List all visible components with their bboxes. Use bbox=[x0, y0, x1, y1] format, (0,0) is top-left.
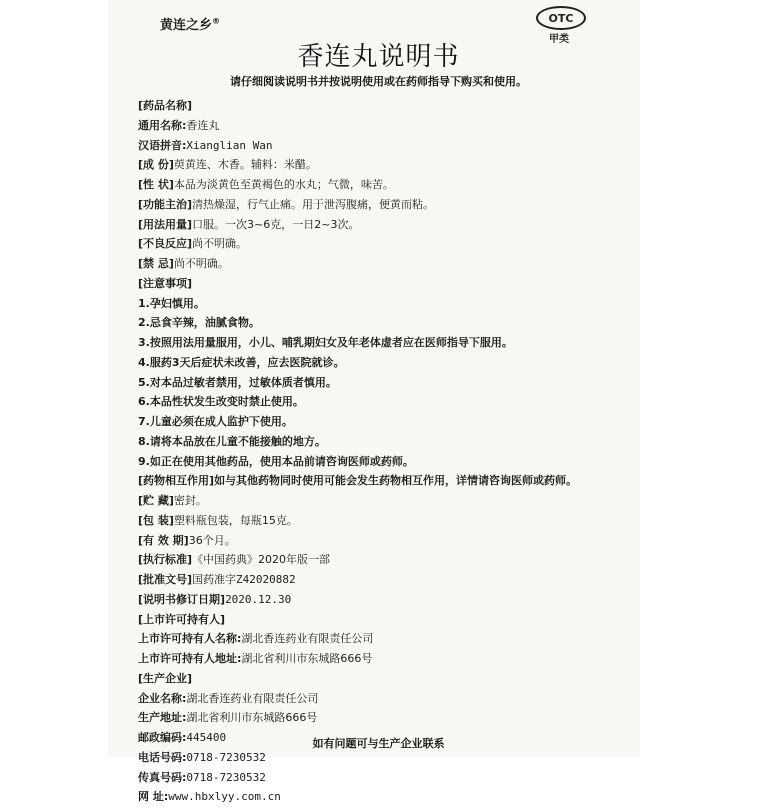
line-value: 湖北香连药业有限责任公司 bbox=[241, 632, 374, 646]
line-value: 如与其他药物同时使用可能会发生药物相互作用，详情请咨询医师或药师。 bbox=[214, 474, 578, 488]
line-value: 《中国药典》2020年版一部 bbox=[192, 553, 331, 567]
line-label: [药物相互作用] bbox=[138, 474, 215, 488]
line-value: 9.如正在使用其他药品，使用本品前请咨询医师或药师。 bbox=[138, 454, 414, 468]
line-label: [上市许可持有人] bbox=[138, 612, 226, 626]
line-label: [说明书修订日期] bbox=[138, 592, 226, 606]
leaflet-line bbox=[138, 195, 618, 215]
line-label: [执行标准] bbox=[138, 553, 193, 567]
leaflet-line bbox=[138, 432, 618, 452]
leaflet-line bbox=[138, 412, 618, 432]
leaflet-line bbox=[138, 491, 618, 511]
line-value: 湖北香连药业有限责任公司 bbox=[186, 691, 319, 705]
leaflet-line bbox=[138, 708, 618, 728]
leaflet-line bbox=[138, 452, 618, 472]
line-value: 0718-7230532 bbox=[186, 750, 266, 764]
line-value: 本品为淡黄色至黄褐色的水丸；气微，味苦。 bbox=[173, 178, 394, 191]
otc-class-label: 甲类 bbox=[549, 34, 569, 45]
leaflet-line bbox=[138, 313, 618, 333]
line-label: [贮 藏] bbox=[138, 494, 174, 507]
line-label: 通用名称: bbox=[138, 118, 187, 132]
leaflet-line bbox=[138, 669, 618, 689]
leaflet-line bbox=[138, 215, 618, 235]
leaflet-line bbox=[138, 649, 618, 669]
line-value: 1.孕妇慎用。 bbox=[138, 296, 205, 310]
line-value: 清热燥湿，行气止痛。用于泄泻腹痛，便黄而粘。 bbox=[192, 197, 435, 211]
line-label: [有 效 期] bbox=[138, 533, 189, 547]
leaflet-line bbox=[138, 175, 618, 195]
line-value: 塑料瓶包装，每瓶15克。 bbox=[173, 513, 298, 527]
leaflet-line bbox=[138, 254, 618, 274]
line-label: 邮政编码: bbox=[138, 731, 187, 744]
line-value: 3.按照用法用量服用，小儿、哺乳期妇女及年老体虚者应在医师指导下服用。 bbox=[138, 336, 513, 349]
leaflet-line bbox=[138, 787, 618, 807]
leaflet-line bbox=[138, 471, 618, 491]
line-value: 湖北省利川市东城路666号 bbox=[186, 711, 318, 725]
line-label: 生产地址: bbox=[138, 711, 187, 725]
line-label: [药品名称] bbox=[138, 99, 193, 112]
line-value: 7.儿童必须在成人监护下使用。 bbox=[138, 415, 293, 428]
line-label: [性 状] bbox=[138, 178, 174, 191]
line-value: 36个月。 bbox=[188, 533, 236, 547]
leaflet-line bbox=[138, 333, 618, 353]
line-label: [禁 忌] bbox=[138, 257, 174, 270]
line-label: 企业名称: bbox=[138, 691, 187, 705]
leaflet-line bbox=[138, 590, 618, 610]
line-value: 香连丸 bbox=[186, 118, 220, 132]
line-label: 传真号码: bbox=[138, 770, 187, 784]
line-value: 国药准字Z42020882 bbox=[192, 573, 296, 586]
leaflet-line bbox=[138, 392, 618, 412]
leaflet-line bbox=[138, 768, 618, 788]
footer-contact-note: 如有问题可与生产企业联系 bbox=[312, 737, 445, 750]
line-label: 网 址: bbox=[138, 790, 169, 804]
otc-badge: OTC bbox=[536, 6, 586, 30]
line-value: 4.服药3天后症状未改善，应去医院就诊。 bbox=[138, 355, 345, 369]
leaflet-line bbox=[138, 96, 618, 116]
line-label: 上市许可持有人名称: bbox=[138, 632, 242, 646]
leaflet-line bbox=[138, 274, 618, 294]
leaflet-line bbox=[138, 689, 618, 709]
line-label: [用法用量] bbox=[138, 217, 193, 231]
leaflet-line bbox=[138, 610, 618, 630]
line-value: 萸黄连、木香。辅料：米醋。 bbox=[173, 158, 317, 172]
line-value: 445400 bbox=[186, 731, 227, 744]
line-value: Xianglian Wan bbox=[186, 138, 273, 152]
line-label: 汉语拼音: bbox=[138, 138, 187, 152]
leaflet-line bbox=[138, 116, 618, 136]
line-label: 上市许可持有人地址: bbox=[138, 652, 242, 665]
brand-logo: 黄连之乡® bbox=[160, 16, 221, 33]
line-label: [不良反应] bbox=[138, 237, 193, 251]
line-value: 口服。一次3~6克，一日2~3次。 bbox=[192, 217, 360, 231]
line-value: 5.对本品过敏者禁用，过敏体质者慎用。 bbox=[138, 375, 337, 389]
leaflet-line bbox=[138, 353, 618, 373]
line-label: [注意事项] bbox=[138, 276, 193, 290]
leaflet-line bbox=[138, 294, 618, 314]
line-label: [生产企业] bbox=[138, 671, 193, 685]
leaflet-line bbox=[138, 136, 618, 156]
line-value: 6.本品性状发生改变时禁止使用。 bbox=[138, 395, 304, 409]
line-label: [成 份] bbox=[138, 158, 174, 172]
line-label: [包 装] bbox=[138, 513, 174, 527]
line-value: 尚不明确。 bbox=[192, 237, 248, 251]
line-label: 电话号码: bbox=[138, 750, 187, 764]
line-label: [批准文号] bbox=[138, 573, 193, 586]
line-label: [功能主治] bbox=[138, 197, 193, 211]
leaflet-line bbox=[138, 531, 618, 551]
line-value: 2020.12.30 bbox=[225, 592, 292, 606]
leaflet-line bbox=[138, 550, 618, 570]
line-value: 0718-7230532 bbox=[186, 770, 266, 784]
leaflet-line bbox=[138, 234, 618, 254]
line-value: www.hbxlyy.com.cn bbox=[168, 790, 281, 804]
line-value: 湖北省利川市东城路666号 bbox=[241, 652, 373, 665]
line-value: 尚不明确。 bbox=[173, 257, 229, 270]
leaflet-body bbox=[138, 96, 618, 807]
leaflet-line bbox=[138, 511, 618, 531]
leaflet-line bbox=[138, 155, 618, 175]
leaflet-line bbox=[138, 570, 618, 590]
line-value: 2.忌食辛辣，油腻食物。 bbox=[138, 316, 260, 330]
line-value: 密封。 bbox=[173, 494, 207, 507]
line-value: 8.请将本品放在儿童不能接触的地方。 bbox=[138, 434, 326, 448]
usage-notice: 请仔细阅读说明书并按说明使用或在药师指导下购买和使用。 bbox=[230, 75, 527, 88]
leaflet-line bbox=[138, 373, 618, 393]
leaflet-line bbox=[138, 629, 618, 649]
page-title: 香连丸说明书 bbox=[297, 42, 460, 72]
